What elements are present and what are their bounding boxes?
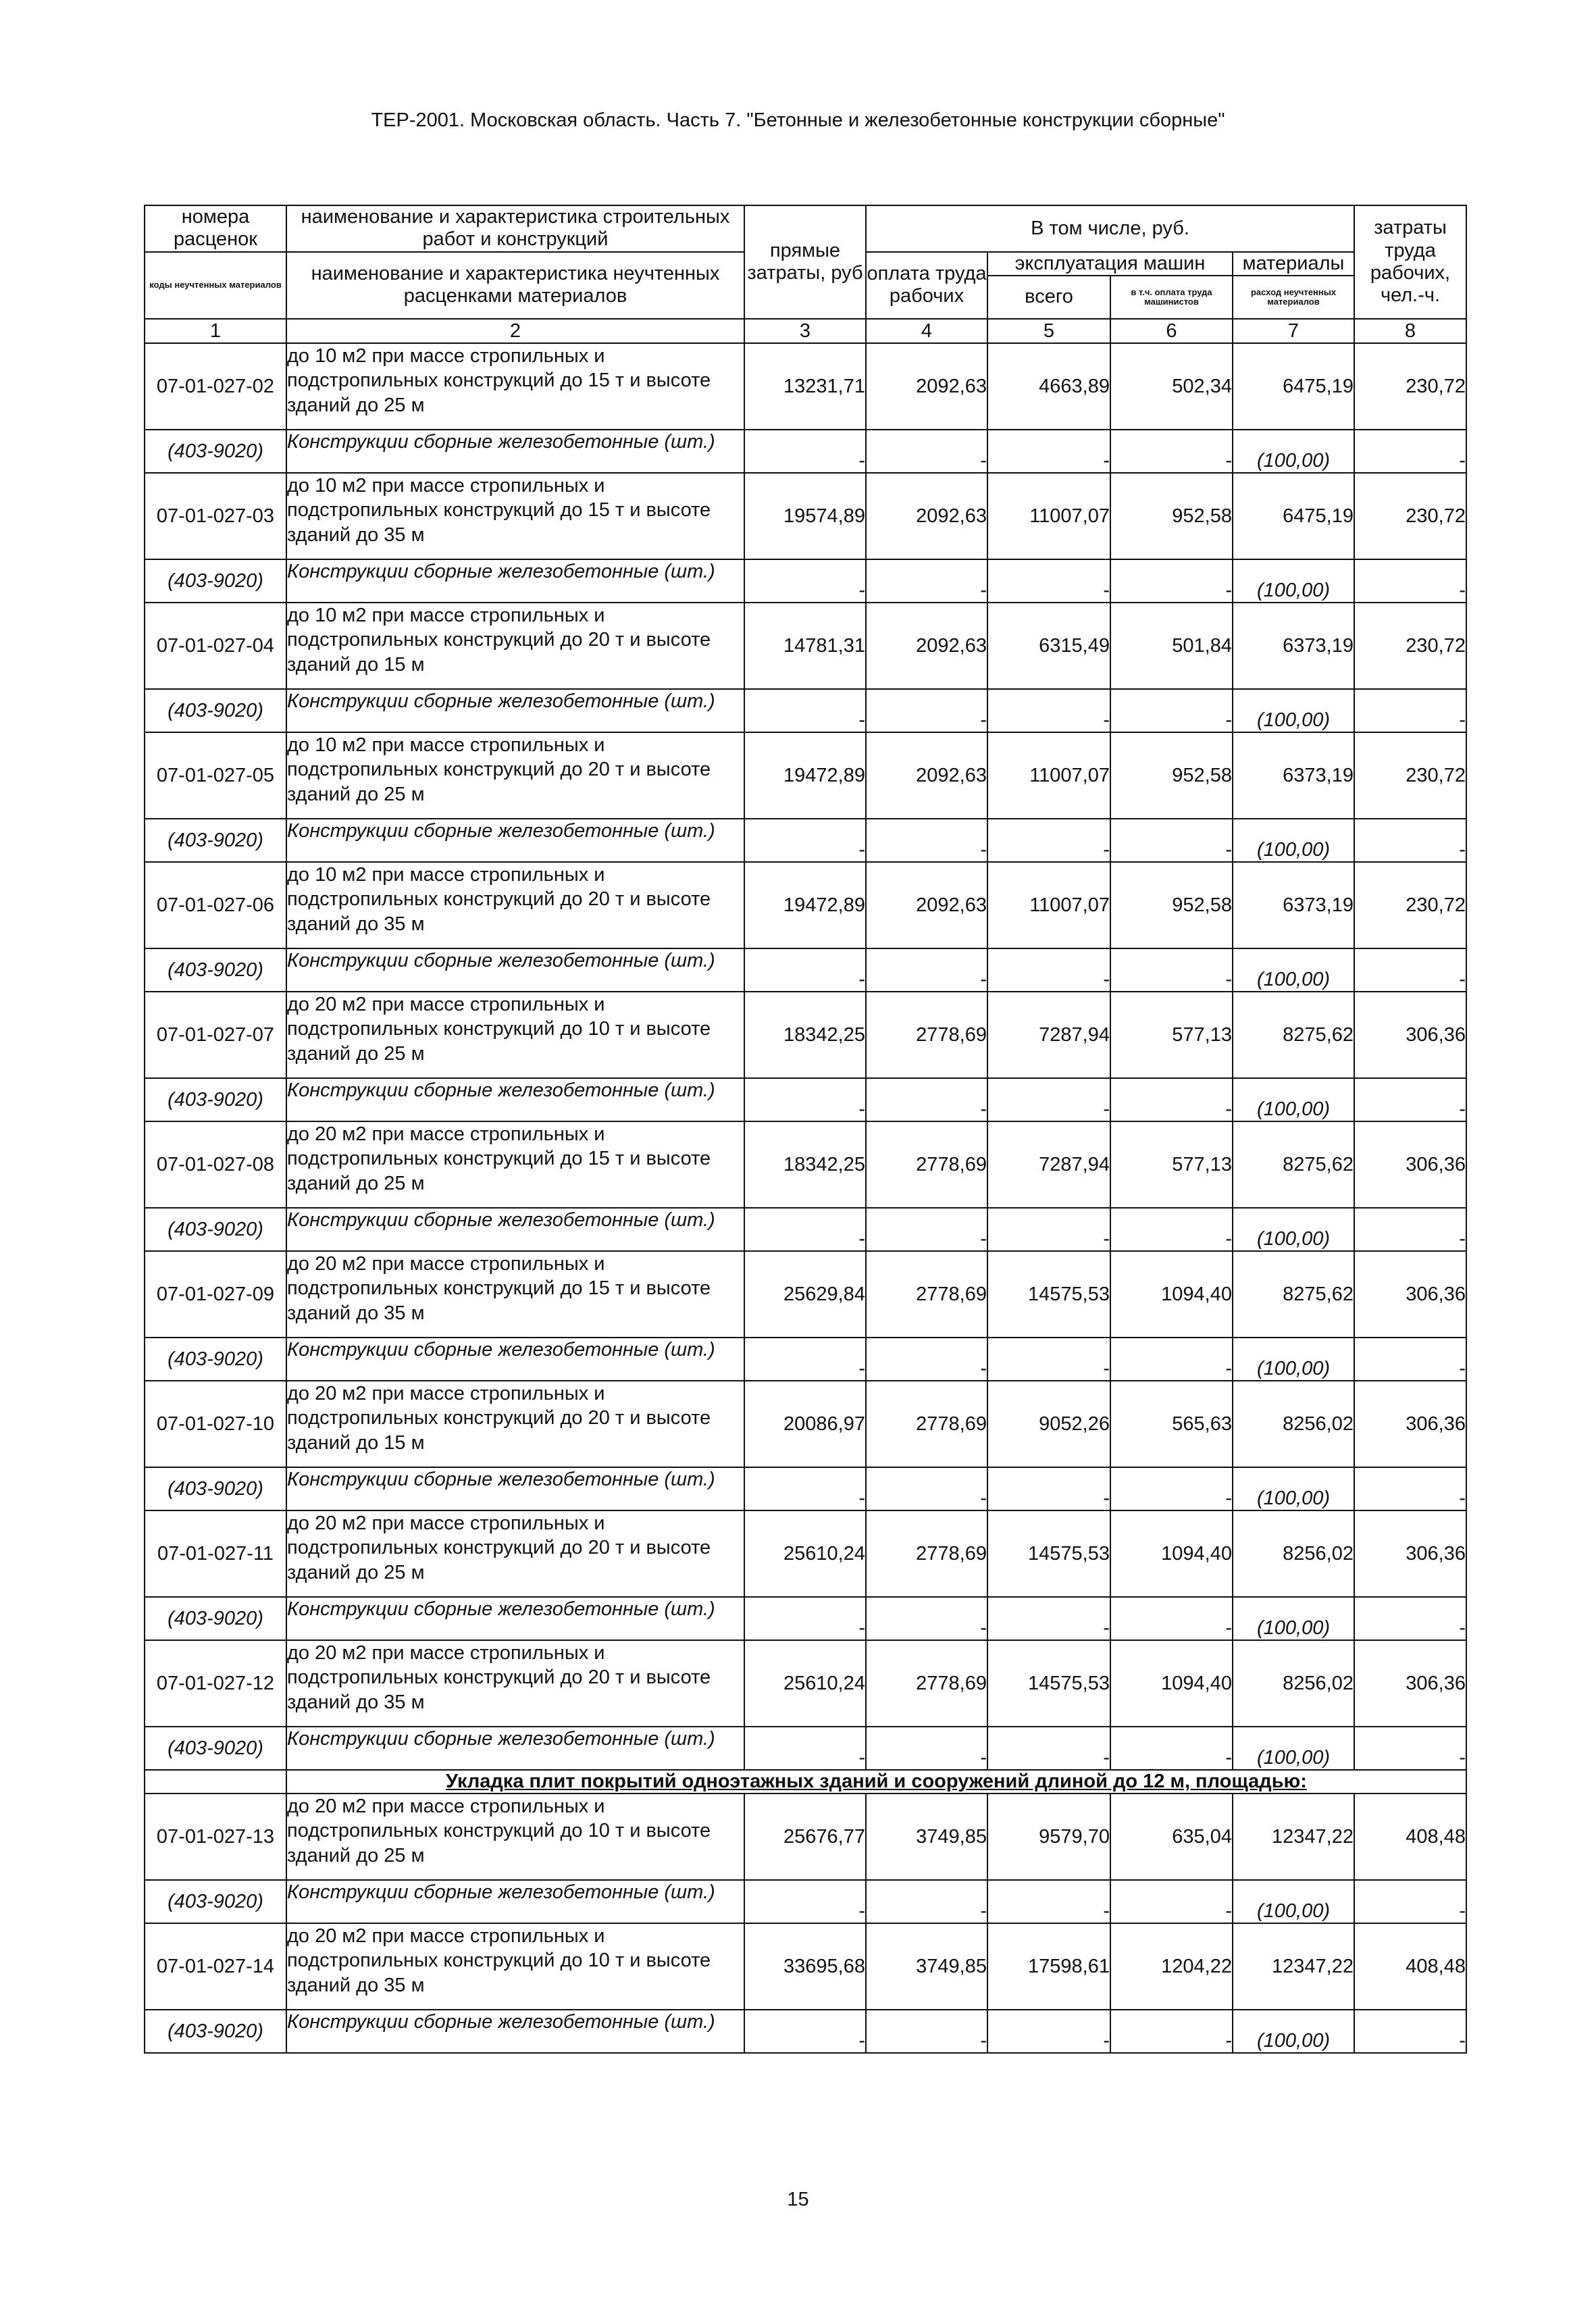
direct-costs-value: 19472,89	[744, 732, 866, 819]
work-description: до 10 м2 при массе стропильных и подстропильных конструкций до 20 т и высоте зданий до 25 м	[286, 732, 744, 819]
direct-dash: -	[744, 1880, 866, 1923]
rate-row	[145, 732, 1466, 819]
material-name: Конструкции сборные железобетонные (шт.)	[286, 2010, 744, 2053]
work-description: до 20 м2 при массе стропильных и подстропильных конструкций до 15 т и высоте зданий до 35 м	[286, 1251, 744, 1338]
rate-code: 07-01-027-03	[145, 473, 286, 559]
labor-hours-value: 230,72	[1354, 862, 1466, 948]
labor-hours-value: 306,36	[1354, 1121, 1466, 1208]
labor-hours-value: 230,72	[1354, 473, 1466, 559]
material-code: (403-9020)	[145, 819, 286, 862]
material-code: (403-9020)	[145, 1880, 286, 1923]
rate-row	[145, 1121, 1466, 1208]
operator-dash: -	[1110, 1078, 1233, 1121]
direct-dash: -	[744, 2010, 866, 2053]
header-materials: материалы	[1233, 252, 1354, 276]
operator-dash: -	[1110, 1208, 1233, 1251]
header-machines-total: всего	[987, 276, 1110, 319]
material-name: Конструкции сборные железобетонные (шт.)	[286, 1467, 744, 1510]
machines-total-value: 11007,07	[987, 862, 1110, 948]
work-description: до 10 м2 при массе стропильных и подстропильных конструкций до 20 т и высоте зданий до 35 м	[286, 862, 744, 948]
material-row	[145, 559, 1466, 603]
worker-wages-value: 2778,69	[866, 1121, 987, 1208]
material-quantity: (100,00)	[1233, 948, 1354, 992]
machines-total-value: 14575,53	[987, 1251, 1110, 1338]
work-description: до 10 м2 при массе стропильных и подстропильных конструкций до 15 т и высоте зданий до 35 м	[286, 473, 744, 559]
rate-row	[145, 343, 1466, 430]
labor-hours-value: 306,36	[1354, 1640, 1466, 1727]
material-code: (403-9020)	[145, 1338, 286, 1381]
wages-dash: -	[866, 948, 987, 992]
material-quantity: (100,00)	[1233, 1338, 1354, 1381]
materials-value: 8256,02	[1233, 1510, 1354, 1597]
work-description: до 20 м2 при массе стропильных и подстропильных конструкций до 20 т и высоте зданий до 25 м	[286, 1510, 744, 1597]
rate-code: 07-01-027-13	[145, 1794, 286, 1880]
column-number: 5	[987, 319, 1110, 343]
machines-dash: -	[987, 1338, 1110, 1381]
direct-dash: -	[744, 819, 866, 862]
direct-dash: -	[744, 1338, 866, 1381]
material-quantity: (100,00)	[1233, 819, 1354, 862]
operator-wages-value: 635,04	[1110, 1794, 1233, 1880]
labor-hours-value: 306,36	[1354, 992, 1466, 1078]
column-number: 3	[744, 319, 866, 343]
machines-total-value: 7287,94	[987, 992, 1110, 1078]
machines-dash: -	[987, 2010, 1110, 2053]
machines-dash: -	[987, 948, 1110, 992]
material-code: (403-9020)	[145, 1078, 286, 1121]
rate-code: 07-01-027-09	[145, 1251, 286, 1338]
worker-wages-value: 2778,69	[866, 1251, 987, 1338]
operator-dash: -	[1110, 1467, 1233, 1510]
rate-row	[145, 1640, 1466, 1727]
machines-total-value: 9052,26	[987, 1381, 1110, 1467]
wages-dash: -	[866, 1880, 987, 1923]
wages-dash: -	[866, 2010, 987, 2053]
material-code: (403-9020)	[145, 1208, 286, 1251]
operator-dash: -	[1110, 430, 1233, 473]
materials-value: 8256,02	[1233, 1640, 1354, 1727]
labor-hours-value: 306,36	[1354, 1510, 1466, 1597]
material-name: Конструкции сборные железобетонные (шт.)	[286, 1597, 744, 1640]
column-number-row	[145, 319, 1466, 343]
material-quantity: (100,00)	[1233, 1208, 1354, 1251]
material-code: (403-9020)	[145, 689, 286, 732]
material-name: Конструкции сборные железобетонные (шт.)	[286, 689, 744, 732]
direct-costs-value: 18342,25	[744, 992, 866, 1078]
rate-row	[145, 473, 1466, 559]
direct-dash: -	[744, 948, 866, 992]
material-quantity: (100,00)	[1233, 1467, 1354, 1510]
machines-dash: -	[987, 689, 1110, 732]
materials-value: 6373,19	[1233, 603, 1354, 689]
direct-costs-value: 14781,31	[744, 603, 866, 689]
materials-value: 6475,19	[1233, 473, 1354, 559]
column-number: 2	[286, 319, 744, 343]
header-material-name: наименование и характеристика неучтенных расценками материалов	[286, 252, 744, 319]
operator-wages-value: 1204,22	[1110, 1923, 1233, 2010]
worker-wages-value: 2092,63	[866, 603, 987, 689]
header-worker-wages: оплата труда рабочих	[866, 252, 987, 319]
header-direct-costs: прямые затраты, руб	[744, 205, 866, 319]
operator-wages-value: 577,13	[1110, 1121, 1233, 1208]
work-description: до 10 м2 при массе стропильных и подстропильных конструкций до 15 т и высоте зданий до 25 м	[286, 343, 744, 430]
material-code: (403-9020)	[145, 1467, 286, 1510]
operator-wages-value: 952,58	[1110, 732, 1233, 819]
direct-dash: -	[744, 559, 866, 603]
rate-code: 07-01-027-11	[145, 1510, 286, 1597]
material-row	[145, 1078, 1466, 1121]
wages-dash: -	[866, 1467, 987, 1510]
machines-dash: -	[987, 559, 1110, 603]
material-quantity: (100,00)	[1233, 559, 1354, 603]
operator-dash: -	[1110, 1880, 1233, 1923]
material-row	[145, 1338, 1466, 1381]
material-code: (403-9020)	[145, 559, 286, 603]
machines-dash: -	[987, 819, 1110, 862]
material-code: (403-9020)	[145, 2010, 286, 2053]
hours-dash: -	[1354, 1727, 1466, 1770]
material-quantity: (100,00)	[1233, 2010, 1354, 2053]
header-operator-wages: в т.ч. оплата труда машинистов	[1110, 276, 1233, 319]
rate-code: 07-01-027-07	[145, 992, 286, 1078]
material-quantity: (100,00)	[1233, 430, 1354, 473]
material-quantity: (100,00)	[1233, 689, 1354, 732]
machines-total-value: 17598,61	[987, 1923, 1110, 2010]
worker-wages-value: 2778,69	[866, 992, 987, 1078]
material-quantity: (100,00)	[1233, 1078, 1354, 1121]
machines-dash: -	[987, 430, 1110, 473]
operator-dash: -	[1110, 948, 1233, 992]
hours-dash: -	[1354, 948, 1466, 992]
machines-dash: -	[987, 1467, 1110, 1510]
hours-dash: -	[1354, 2010, 1466, 2053]
direct-dash: -	[744, 430, 866, 473]
worker-wages-value: 2092,63	[866, 862, 987, 948]
direct-costs-value: 20086,97	[744, 1381, 866, 1467]
machines-dash: -	[987, 1727, 1110, 1770]
material-name: Конструкции сборные железобетонные (шт.)	[286, 1727, 744, 1770]
column-number: 1	[145, 319, 286, 343]
column-number: 8	[1354, 319, 1466, 343]
page-header: ТЕР-2001. Московская область. Часть 7. "Бетонные и железобетонные конструкции сборные"	[371, 109, 1225, 131]
rate-code: 07-01-027-08	[145, 1121, 286, 1208]
material-row	[145, 1597, 1466, 1640]
direct-dash: -	[744, 1597, 866, 1640]
materials-value: 12347,22	[1233, 1923, 1354, 2010]
rate-row	[145, 1923, 1466, 2010]
worker-wages-value: 3749,85	[866, 1794, 987, 1880]
worker-wages-value: 2092,63	[866, 473, 987, 559]
machines-dash: -	[987, 1880, 1110, 1923]
labor-hours-value: 408,48	[1354, 1794, 1466, 1880]
wages-dash: -	[866, 1338, 987, 1381]
machines-dash: -	[987, 1597, 1110, 1640]
work-description: до 20 м2 при массе стропильных и подстропильных конструкций до 15 т и высоте зданий до 25 м	[286, 1121, 744, 1208]
direct-costs-value: 25610,24	[744, 1510, 866, 1597]
operator-wages-value: 952,58	[1110, 473, 1233, 559]
material-name: Конструкции сборные железобетонные (шт.)	[286, 1208, 744, 1251]
operator-dash: -	[1110, 1727, 1233, 1770]
hours-dash: -	[1354, 1597, 1466, 1640]
direct-costs-value: 33695,68	[744, 1923, 866, 2010]
rate-code: 07-01-027-14	[145, 1923, 286, 2010]
rate-code: 07-01-027-10	[145, 1381, 286, 1467]
labor-hours-value: 408,48	[1354, 1923, 1466, 2010]
direct-dash: -	[744, 1208, 866, 1251]
rate-row	[145, 1381, 1466, 1467]
direct-dash: -	[744, 1727, 866, 1770]
machines-dash: -	[987, 1078, 1110, 1121]
rate-row	[145, 603, 1466, 689]
operator-dash: -	[1110, 689, 1233, 732]
rate-row	[145, 862, 1466, 948]
operator-wages-value: 952,58	[1110, 862, 1233, 948]
operator-wages-value: 565,63	[1110, 1381, 1233, 1467]
wages-dash: -	[866, 559, 987, 603]
material-row	[145, 1727, 1466, 1770]
hours-dash: -	[1354, 1467, 1466, 1510]
hours-dash: -	[1354, 1208, 1466, 1251]
direct-dash: -	[744, 1078, 866, 1121]
column-number: 4	[866, 319, 987, 343]
operator-wages-value: 577,13	[1110, 992, 1233, 1078]
hours-dash: -	[1354, 559, 1466, 603]
hours-dash: -	[1354, 819, 1466, 862]
materials-value: 12347,22	[1233, 1794, 1354, 1880]
materials-value: 6475,19	[1233, 343, 1354, 430]
header-rate-number: номера расценок	[145, 205, 286, 252]
machines-total-value: 6315,49	[987, 603, 1110, 689]
materials-value: 8275,62	[1233, 992, 1354, 1078]
labor-hours-value: 230,72	[1354, 603, 1466, 689]
work-description: до 20 м2 при массе стропильных и подстропильных конструкций до 10 т и высоте зданий до 25 м	[286, 1794, 744, 1880]
worker-wages-value: 2778,69	[866, 1381, 987, 1467]
rate-code: 07-01-027-04	[145, 603, 286, 689]
rate-row	[145, 992, 1466, 1078]
machines-total-value: 7287,94	[987, 1121, 1110, 1208]
header-work-name: наименование и характеристика строительных работ и конструкций	[286, 205, 744, 252]
machines-total-value: 14575,53	[987, 1640, 1110, 1727]
hours-dash: -	[1354, 430, 1466, 473]
operator-wages-value: 502,34	[1110, 343, 1233, 430]
wages-dash: -	[866, 1078, 987, 1121]
hours-dash: -	[1354, 689, 1466, 732]
operator-dash: -	[1110, 559, 1233, 603]
hours-dash: -	[1354, 1338, 1466, 1381]
machines-dash: -	[987, 1208, 1110, 1251]
direct-costs-value: 25676,77	[744, 1794, 866, 1880]
material-name: Конструкции сборные железобетонные (шт.)	[286, 1078, 744, 1121]
material-code: (403-9020)	[145, 430, 286, 473]
material-row	[145, 1880, 1466, 1923]
hours-dash: -	[1354, 1078, 1466, 1121]
operator-dash: -	[1110, 1338, 1233, 1381]
direct-dash: -	[744, 1467, 866, 1510]
work-description: до 20 м2 при массе стропильных и подстропильных конструкций до 20 т и высоте зданий до 35 м	[286, 1640, 744, 1727]
material-row	[145, 1208, 1466, 1251]
rate-row	[145, 1794, 1466, 1880]
operator-dash: -	[1110, 1597, 1233, 1640]
page-number: 15	[787, 2189, 809, 2210]
material-name: Конструкции сборные железобетонные (шт.)	[286, 430, 744, 473]
material-code: (403-9020)	[145, 948, 286, 992]
wages-dash: -	[866, 1727, 987, 1770]
operator-dash: -	[1110, 819, 1233, 862]
rate-row	[145, 1251, 1466, 1338]
header-labor-hours: затраты труда рабочих, чел.-ч.	[1354, 205, 1466, 319]
material-name: Конструкции сборные железобетонные (шт.)	[286, 948, 744, 992]
worker-wages-value: 2092,63	[866, 732, 987, 819]
work-description: до 10 м2 при массе стропильных и подстропильных конструкций до 20 т и высоте зданий до 15 м	[286, 603, 744, 689]
material-code: (403-9020)	[145, 1727, 286, 1770]
direct-costs-value: 18342,25	[744, 1121, 866, 1208]
direct-costs-value: 19574,89	[744, 473, 866, 559]
worker-wages-value: 2778,69	[866, 1510, 987, 1597]
machines-total-value: 14575,53	[987, 1510, 1110, 1597]
header-unaccounted-materials: расход неучтенных материалов	[1233, 276, 1354, 319]
rate-code: 07-01-027-06	[145, 862, 286, 948]
wages-dash: -	[866, 1597, 987, 1640]
labor-hours-value: 230,72	[1354, 343, 1466, 430]
material-row	[145, 430, 1466, 473]
work-description: до 20 м2 при массе стропильных и подстропильных конструкций до 10 т и высоте зданий до 35 м	[286, 1923, 744, 2010]
direct-dash: -	[744, 689, 866, 732]
wages-dash: -	[866, 819, 987, 862]
material-name: Конструкции сборные железобетонные (шт.)	[286, 1880, 744, 1923]
worker-wages-value: 3749,85	[866, 1923, 987, 2010]
material-name: Конструкции сборные железобетонные (шт.)	[286, 819, 744, 862]
rates-table	[144, 205, 1467, 2054]
header-including: В том числе, руб.	[866, 205, 1354, 252]
materials-value: 8275,62	[1233, 1121, 1354, 1208]
direct-costs-value: 25629,84	[744, 1251, 866, 1338]
section-spacer	[145, 1770, 286, 1794]
material-quantity: (100,00)	[1233, 1597, 1354, 1640]
material-row	[145, 2010, 1466, 2053]
machines-total-value: 4663,89	[987, 343, 1110, 430]
rate-code: 07-01-027-05	[145, 732, 286, 819]
work-description: до 20 м2 при массе стропильных и подстропильных конструкций до 10 т и высоте зданий до 25 м	[286, 992, 744, 1078]
worker-wages-value: 2092,63	[866, 343, 987, 430]
materials-value: 8275,62	[1233, 1251, 1354, 1338]
materials-value: 8256,02	[1233, 1381, 1354, 1467]
operator-wages-value: 1094,40	[1110, 1251, 1233, 1338]
header-material-codes: коды неучтенных материалов	[145, 252, 286, 319]
machines-total-value: 9579,70	[987, 1794, 1110, 1880]
wages-dash: -	[866, 689, 987, 732]
header-machine-operation: эксплуатация машин	[987, 252, 1233, 276]
machines-total-value: 11007,07	[987, 473, 1110, 559]
column-number: 6	[1110, 319, 1233, 343]
rate-code: 07-01-027-12	[145, 1640, 286, 1727]
material-code: (403-9020)	[145, 1597, 286, 1640]
machines-total-value: 11007,07	[987, 732, 1110, 819]
labor-hours-value: 306,36	[1354, 1251, 1466, 1338]
direct-costs-value: 25610,24	[744, 1640, 866, 1727]
materials-value: 6373,19	[1233, 732, 1354, 819]
column-number: 7	[1233, 319, 1354, 343]
material-row	[145, 1467, 1466, 1510]
material-quantity: (100,00)	[1233, 1880, 1354, 1923]
material-row	[145, 948, 1466, 992]
section-title: Укладка плит покрытий одноэтажных зданий и сооружений длиной до 12 м, площадью:	[286, 1770, 1466, 1794]
material-quantity: (100,00)	[1233, 1727, 1354, 1770]
labor-hours-value: 306,36	[1354, 1381, 1466, 1467]
section-row	[145, 1770, 1466, 1794]
direct-costs-value: 19472,89	[744, 862, 866, 948]
operator-wages-value: 501,84	[1110, 603, 1233, 689]
direct-costs-value: 13231,71	[744, 343, 866, 430]
rate-code: 07-01-027-02	[145, 343, 286, 430]
operator-dash: -	[1110, 2010, 1233, 2053]
worker-wages-value: 2778,69	[866, 1640, 987, 1727]
wages-dash: -	[866, 1208, 987, 1251]
hours-dash: -	[1354, 1880, 1466, 1923]
materials-value: 6373,19	[1233, 862, 1354, 948]
operator-wages-value: 1094,40	[1110, 1510, 1233, 1597]
work-description: до 20 м2 при массе стропильных и подстропильных конструкций до 20 т и высоте зданий до 15 м	[286, 1381, 744, 1467]
material-name: Конструкции сборные железобетонные (шт.)	[286, 559, 744, 603]
wages-dash: -	[866, 430, 987, 473]
operator-wages-value: 1094,40	[1110, 1640, 1233, 1727]
material-row	[145, 819, 1466, 862]
material-name: Конструкции сборные железобетонные (шт.)	[286, 1338, 744, 1381]
rate-row	[145, 1510, 1466, 1597]
material-row	[145, 689, 1466, 732]
labor-hours-value: 230,72	[1354, 732, 1466, 819]
